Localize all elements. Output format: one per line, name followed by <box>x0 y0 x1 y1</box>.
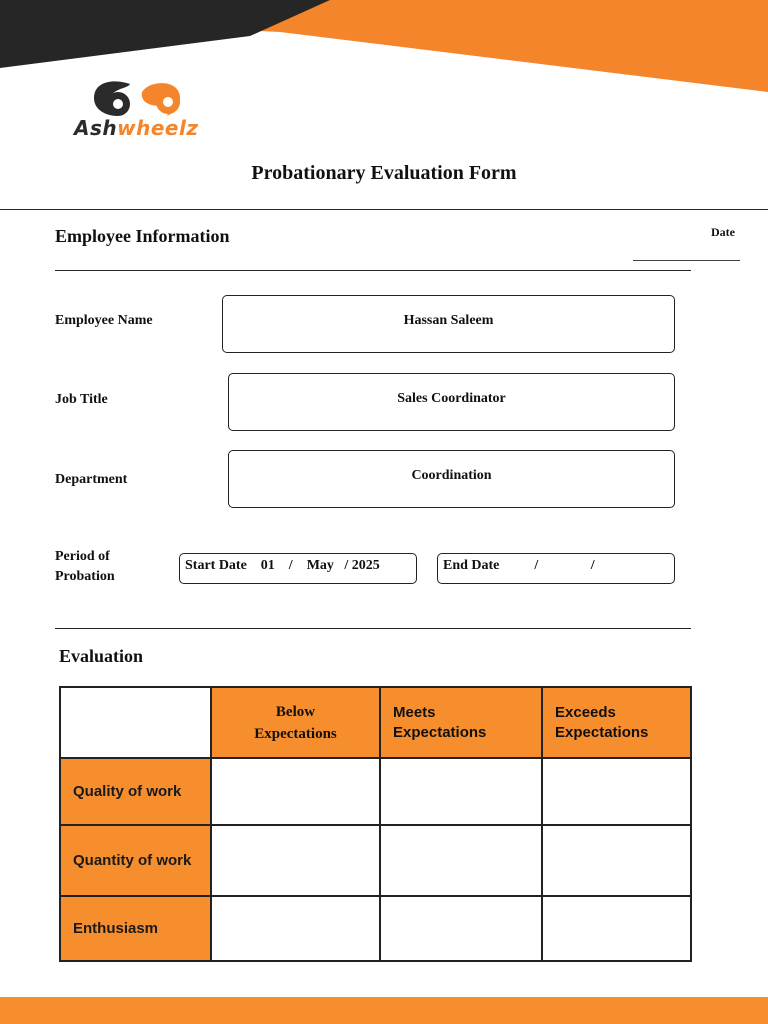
probation-label-line1: Period of <box>55 549 110 564</box>
column-header-below <box>211 687 380 758</box>
divider <box>55 628 691 629</box>
column-header-label: Below Expectations <box>254 703 337 742</box>
evaluation-heading: Evaluation <box>59 646 144 666</box>
form-title: Probationary Evaluation Form <box>251 162 517 184</box>
employee-name-label: Employee Name <box>55 313 153 328</box>
employee-name-field[interactable]: Hassan Saleem <box>222 295 675 353</box>
date-label: Date <box>711 225 735 239</box>
column-header-exceeds <box>542 687 691 758</box>
rating-cell[interactable] <box>542 896 691 961</box>
table-header-row <box>60 687 691 758</box>
column-header-meets <box>380 687 542 758</box>
rating-cell[interactable] <box>211 825 380 896</box>
rating-cell[interactable] <box>542 825 691 896</box>
start-date-field[interactable]: Start Date 01 / May / 2025 <box>179 553 417 584</box>
department-label: Department <box>55 472 128 487</box>
employee-info-heading: Employee Information <box>55 226 230 246</box>
divider <box>0 209 768 210</box>
job-title-field[interactable]: Sales Coordinator <box>228 373 675 431</box>
column-header-label: Meets Expectations <box>393 703 487 741</box>
rating-cell[interactable] <box>211 758 380 825</box>
department-field[interactable]: Coordination <box>228 450 675 508</box>
row-label-quality: Quality of work <box>60 758 211 825</box>
logo-prefix: Ash <box>74 116 118 140</box>
rating-cell[interactable] <box>380 758 542 825</box>
logo-wordmark <box>74 116 198 140</box>
date-field[interactable] <box>633 260 740 261</box>
logo-suffix: wheelz <box>117 116 199 140</box>
evaluation-table <box>59 686 692 962</box>
rating-cell[interactable] <box>380 825 542 896</box>
table-row <box>60 825 691 896</box>
row-label-enthusiasm: Enthusiasm <box>60 896 211 961</box>
rating-cell[interactable] <box>211 896 380 961</box>
rating-cell[interactable] <box>380 896 542 961</box>
divider <box>55 270 691 271</box>
table-row <box>60 896 691 961</box>
table-row <box>60 758 691 825</box>
rating-cell[interactable] <box>542 758 691 825</box>
column-header-label: Exceeds Expectations <box>555 703 649 741</box>
footer-bar <box>0 997 768 1024</box>
table-corner-cell <box>60 687 211 758</box>
row-label-quantity: Quantity of work <box>60 825 211 896</box>
job-title-label: Job Title <box>55 392 108 407</box>
end-date-field[interactable]: End Date / / <box>437 553 675 584</box>
probation-label-line2: Probation <box>55 569 115 584</box>
probation-period-label <box>55 547 115 587</box>
